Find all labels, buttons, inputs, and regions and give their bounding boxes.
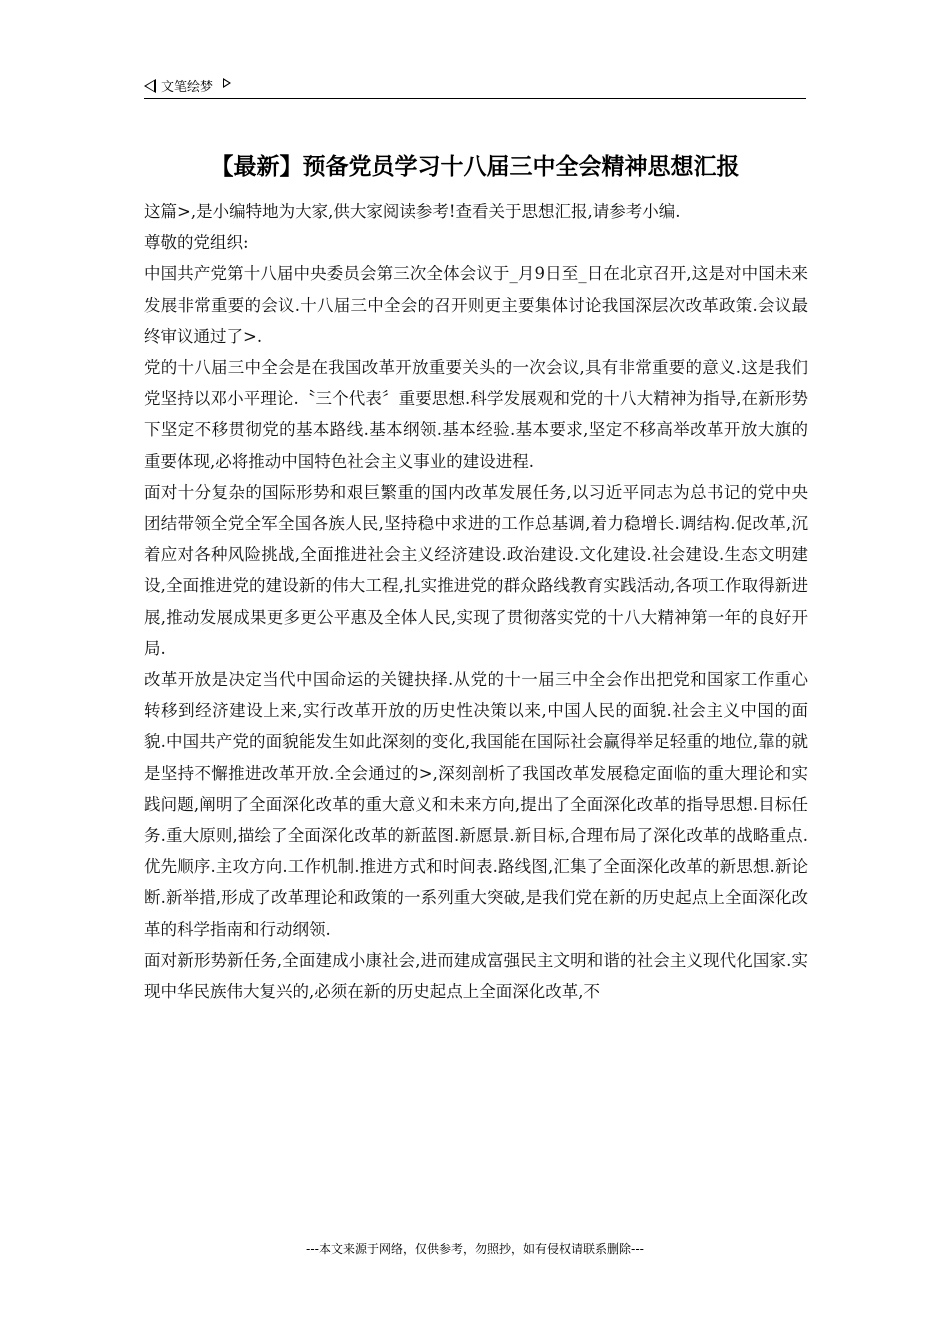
document-title: 【最新】预备党员学习十八届三中全会精神思想汇报	[210, 154, 740, 180]
paragraph-1: 中国共产党第十八届中央委员会第三次全体会议于_月9日至_日在北京召开,这是对中国未来发展非常重要的会议.十八届三中全会的召开则更主要集体讨论我国深层次改革政策.会议最终审议通过了>.	[144, 264, 808, 346]
left-triangle-icon	[144, 79, 156, 93]
paragraph-5: 面对新形势新任务,全面建成小康社会,进而建成富强民主文明和谐的社会主义现代化国家.实现中华民族伟大复兴的,必须在新的历史起点上全面深化改革,不	[144, 950, 808, 1002]
document-body	[144, 196, 808, 1007]
paragraph-salutation: 尊敬的党组织:	[144, 233, 249, 253]
brand-name: 文笔绘梦	[161, 80, 214, 95]
paragraph-2: 党的十八届三中全会是在我国改革开放重要关头的一次会议,具有非常重要的意义.这是我们党坚持以邓小平理论.〝三个代表〞重要思想.科学发展观和党的十八大精神为指导,在新形势下坚定不移贯彻党的基本路线.基本纲领.基本经验.基本要求,坚定不移高举改革开放大旗的重要体现,必将推动中国特色社会主义事业的建设进程.	[144, 358, 808, 471]
page-header	[144, 76, 806, 99]
header-brand	[144, 76, 231, 95]
right-triangle-icon	[223, 78, 231, 88]
paragraph-intro: 这篇>,是小编特地为大家,供大家阅读参考!查看关于思想汇报,请参考小编.	[144, 202, 681, 221]
paragraph-3: 面对十分复杂的国际形势和艰巨繁重的国内改革发展任务,以习近平同志为总书记的党中央团结带领全党全军全国各族人民,坚持稳中求进的工作总基调,着力稳增长.调结构.促改革,沉着应对各种风险挑战,全面推进社会主义经济建设.政治建设.文化建设.社会建设.生态文明建设,全面推进党的建设新的伟大工程,扎实推进党的群众路线教育实践活动,各项工作取得新进展,推动发展成果更多更公平惠及全体人民,实现了贯彻落实党的十八大精神第一年的良好开局.	[144, 482, 808, 658]
footer-disclaimer: ---本文来源于网络，仅供参考，勿照抄，如有侵权请联系删除---	[306, 1242, 644, 1256]
paragraph-4: 改革开放是决定当代中国命运的关键抉择.从党的十一届三中全会作出把党和国家工作重心转移到经济建设上来,实行改革开放的历史性决策以来,中国人民的面貌.社会主义中国的面貌.中国共产党的面貌能发生如此深刻的变化,我国能在国际社会赢得举足轻重的地位,靠的就是坚持不懈推进改革开放.全会通过的>,深刻剖析了我国改革发展稳定面临的重大理论和实践问题,阐明了全面深化改革的重大意义和未来方向,提出了全面深化改革的指导思想.目标任务.重大原则,描绘了全面深化改革的新蓝图.新愿景.新目标,合理布局了深化改革的战略重点.优先顺序.主攻方向.工作机制.推进方式和时间表.路线图,汇集了全面深化改革的新思想.新论断.新举措,形成了改革理论和政策的一系列重大突破,是我们党在新的历史起点上全面深化改革的科学指南和行动纲领.	[144, 670, 808, 939]
